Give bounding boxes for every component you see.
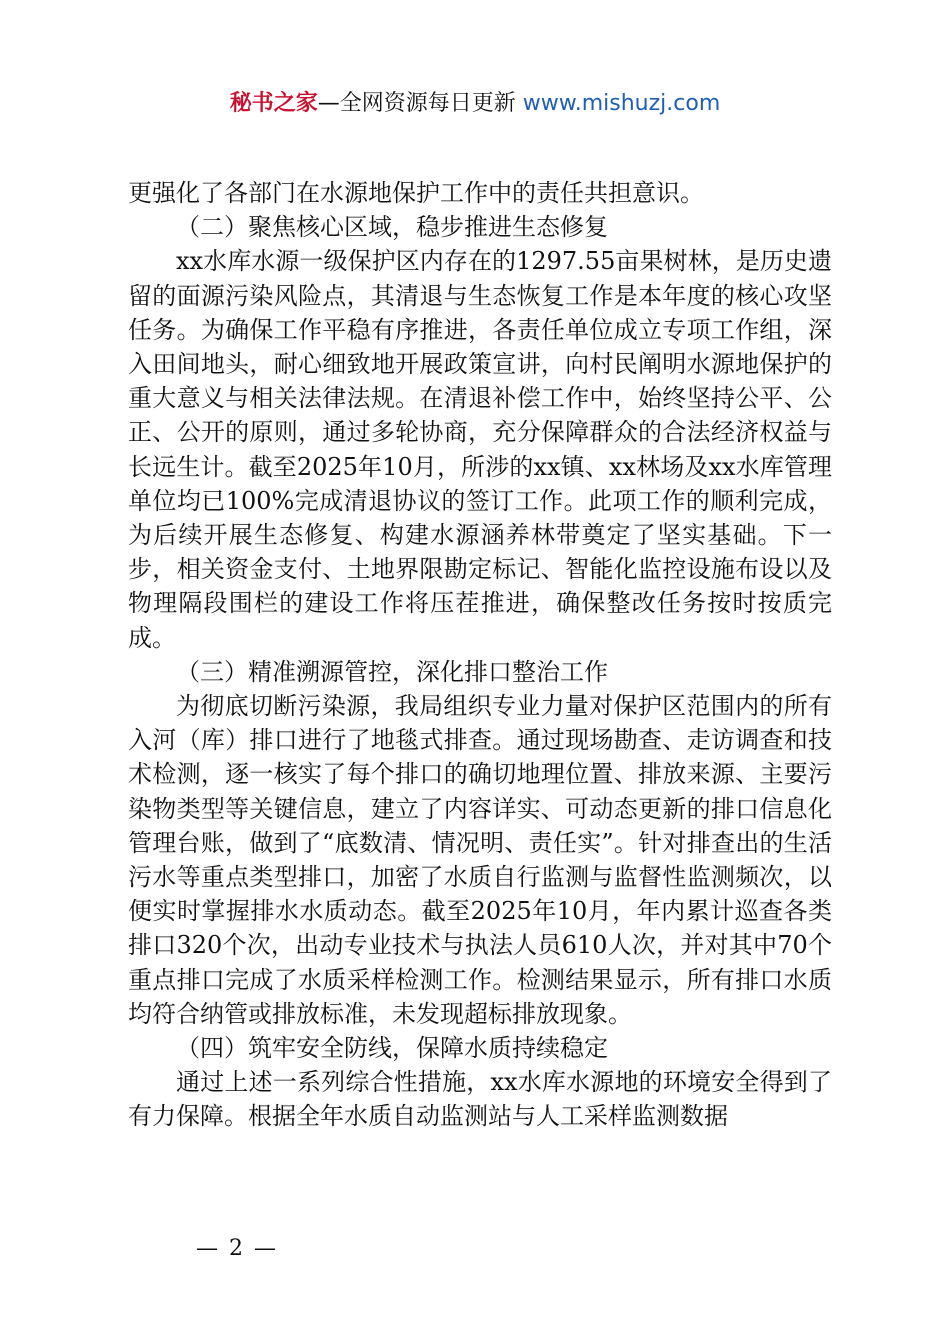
paragraph-continuation: 更强化了各部门在水源地保护工作中的责任共担意识。 (128, 179, 704, 207)
section-heading-2: （二）聚焦核心区域，稳步推进生态修复 (176, 213, 608, 242)
site-url-link[interactable]: www.mishuzj.com (522, 91, 721, 116)
paragraph-section-3: 为彻底切断污染源，我局组织专业力量对保护区范围内的所有入河（库）排口进行了地毯式排查。通过现场勘查、走访调查和技术检测，逐一核实了每个排口的确切地理位置、排放来源、主要污染物类型等关键信息，建立了内容详实、可动态更新的排口信息化管理台账，做到了“底数清、情况明、责任实”。针对排查出的生活污水等重点类型排口，加密了水质自行监测与监督性监测频次，以便实时掌握排水水质动态。截至2025年10月，年内累计巡查各类排口320个次，出动专业技术与执法人员610人次，并对其中70个重点排口完成了水质采样检测工作。检测结果显示，所有排口水质均符合纳管或排放标准，未发现超标排放现象。 (128, 692, 832, 1028)
brand-name: 秘书之家 (229, 91, 318, 116)
paragraph-section-4: 通过上述一系列综合性措施，xx水库水源地的环境安全得到了有力保障。根据全年水质自动监测站与人工采样监测数据 (128, 1068, 832, 1131)
header-tagline: —全网资源每日更新 (317, 91, 516, 116)
document-body (128, 176, 832, 1134)
section-heading-4: （四）筑牢安全防线，保障水质持续稳定 (176, 1034, 608, 1063)
section-heading-3: （三）精准溯源管控，深化排口整治工作 (176, 657, 608, 686)
site-header (0, 88, 950, 120)
paragraph-section-2: xx水库水源一级保护区内存在的1297.55亩果树林，是历史遗留的面源污染风险点，其清退与生态恢复工作是本年度的核心攻坚任务。为确保工作平稳有序推进，各责任单位成立专项工作组，深入田间地头，耐心细致地开展政策宣讲，向村民阐明水源地保护的重大意义与相关法律法规。在清退补偿工作中，始终坚持公平、公正、公开的原则，通过多轮协商，充分保障群众的合法经济权益与长远生计。截至2025年10月，所涉的xx镇、xx林场及xx水库管理单位均已100%完成清退协议的签订工作。此项工作的顺利完成，为后续开展生态修复、构建水源涵养林带奠定了坚实基础。下一步，相关资金支付、土地界限勘定标记、智能化监控设施布设以及物理隔段围栏的建设工作将压茬推进，确保整改任务按时按质完成。 (128, 247, 832, 652)
page-number: — 2 — (196, 1236, 278, 1261)
